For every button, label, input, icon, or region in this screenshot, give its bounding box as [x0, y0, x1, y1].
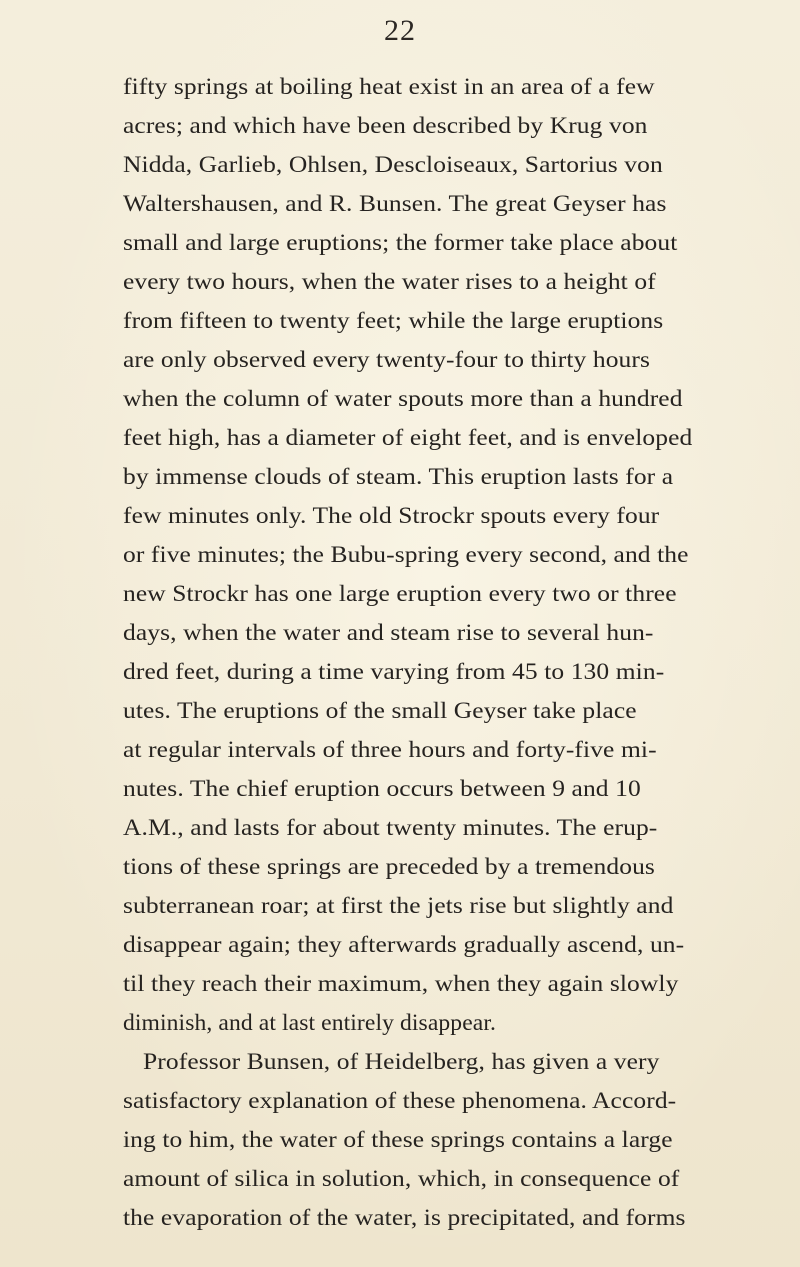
text-line: or five minutes; the Bubu-spring every second, and the [123, 542, 689, 568]
text-line: feet high, has a diameter of eight feet, and is enveloped [123, 425, 693, 451]
text-line: acres; and which have been described by Krug von [123, 113, 648, 139]
text-line: tions of these springs are preceded by a tremendous [123, 854, 655, 880]
text-line: satisfactory explanation of these phenomena. Accord- [123, 1088, 677, 1114]
text-line: few minutes only. The old Strockr spouts every four [123, 503, 660, 529]
text-line: dred feet, during a time varying from 45 to 130 min- [123, 659, 665, 685]
text-line: subterranean roar; at first the jets rise but slightly and [123, 893, 674, 919]
text-line: amount of silica in solution, which, in consequence of [123, 1166, 680, 1192]
text-line: days, when the water and steam rise to several hun- [123, 620, 654, 646]
text-line: A.M., and lasts for about twenty minutes. The erup- [123, 815, 658, 841]
paragraph-first-line: Professor Bunsen, of Heidelberg, has given a very [143, 1049, 660, 1075]
text-line: at regular intervals of three hours and forty-five mi- [123, 737, 657, 763]
text-line: small and large eruptions; the former take place about [123, 230, 678, 256]
text-line: by immense clouds of steam. This eruption lasts for a [123, 464, 674, 490]
text-line: new Strockr has one large eruption every two or three [123, 581, 677, 607]
text-line: fifty springs at boiling heat exist in an area of a few [123, 74, 655, 100]
text-line: the evaporation of the water, is precipitated, and forms [123, 1205, 686, 1231]
text-line: nutes. The chief eruption occurs between 9 and 10 [123, 776, 641, 802]
text-line: Nidda, Garlieb, Ohlsen, Descloiseaux, Sartorius von [123, 152, 663, 178]
text-line: are only observed every twenty-four to thirty hours [123, 347, 651, 373]
text-line: every two hours, when the water rises to a height of [123, 269, 656, 295]
text-line: ing to him, the water of these springs contains a large [123, 1127, 673, 1153]
text-line: utes. The eruptions of the small Geyser take place [123, 698, 637, 724]
text-line: Waltershausen, and R. Bunsen. The great Geyser has [123, 191, 667, 217]
text-line: til they reach their maximum, when they again slowly [123, 971, 679, 997]
text-line: from fifteen to twenty feet; while the large eruptions [123, 308, 664, 334]
page-number: 22 [384, 14, 416, 47]
text-line: when the column of water spouts more than a hundred [123, 386, 683, 412]
text-line: disappear again; they afterwards gradually ascend, un- [123, 932, 685, 958]
text-line: diminish, and at last entirely disappear. [123, 1010, 496, 1036]
